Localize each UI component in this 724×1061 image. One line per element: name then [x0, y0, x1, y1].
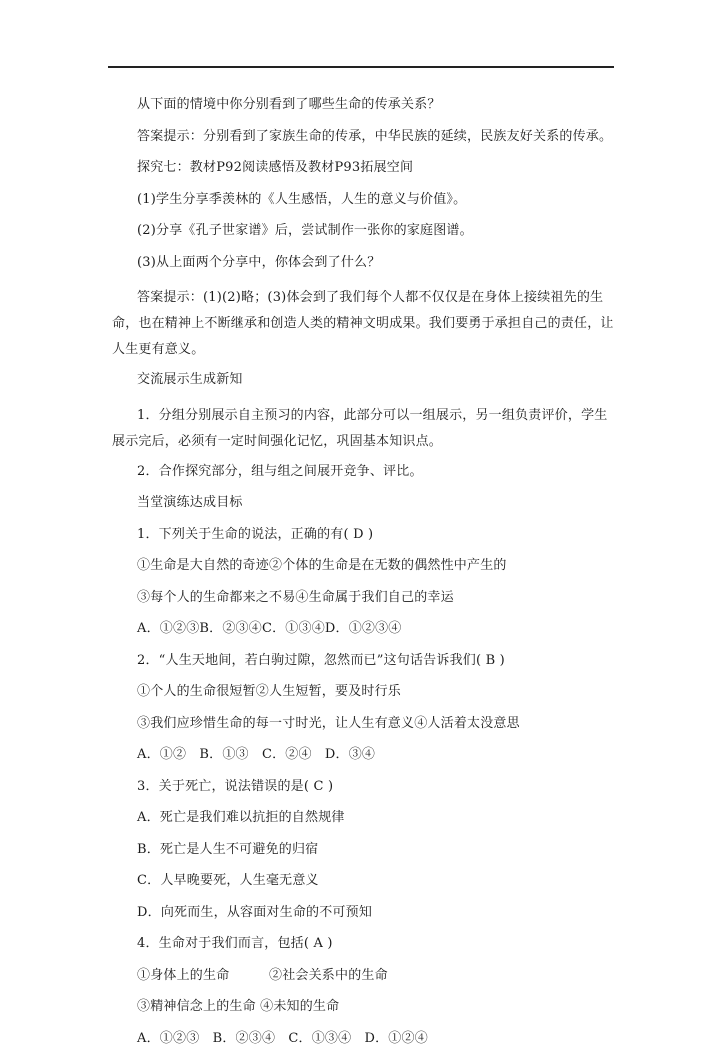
- option-line: ③精神信念上的生命 ④未知的生命: [137, 999, 340, 1014]
- question-line: 2．“人生天地间，若白驹过隙，忽然而已”这句话告诉我们( B ): [137, 652, 505, 668]
- option-line: ③每个人的生命都来之不易④生命属于我们自己的幸运: [137, 589, 454, 605]
- instruction-line: 2．合作探究部分，组与组之间展开竞争、评比。: [137, 463, 423, 479]
- question-line: 1．下列关于生命的说法，正确的有( D ): [137, 526, 374, 542]
- instruction-paragraph: 1．分组分别展示自主预习的内容，此部分可以一组展示，另一组负责评价，学生展示完后，必须有一定时间强化记忆，巩固基本知识点。: [112, 407, 608, 449]
- activity-item: (3)从上面两个分享中，你体会到了什么？: [137, 254, 381, 270]
- choice-line: A．①②③B．②③④C．①③④D．①②③④: [137, 621, 402, 636]
- choice-line: A．①② B．①③ C．②④ D．③④: [137, 747, 376, 762]
- question-line: 从下面的情境中你分别看到了哪些生命的传承关系？: [137, 97, 441, 112]
- activity-item: (1)学生分享季羡林的《人生感悟，人生的意义与价值》。: [137, 191, 467, 207]
- activity-item: (2)分享《孔子世家谱》后，尝试制作一张你的家庭图谱。: [137, 223, 473, 238]
- option-line: ①生命是大自然的奇迹②个体的生命是在无数的偶然性中产生的: [137, 558, 507, 573]
- choice-line: A．死亡是我们难以抗拒的自然规律: [137, 810, 345, 825]
- answer-hint: 答案提示：分别看到了家族生命的传承，中华民族的延续，民族友好关系的传承。: [137, 128, 613, 144]
- question-line: 4．生命对于我们而言，包括( A ): [137, 936, 333, 951]
- option-line: ③我们应珍惜生命的每一寸时光，让人生有意义④人活着太没意思: [137, 715, 520, 731]
- option-line: ①身体上的生命 ②社会关系中的生命: [137, 967, 388, 983]
- option-line: ①个人的生命很短暂②人生短暂，要及时行乐: [137, 684, 402, 699]
- section-heading: 交流展示生成新知: [137, 372, 243, 387]
- choice-line: C．人早晚要死，人生毫无意义: [137, 873, 319, 888]
- question-line: 3．关于死亡，说法错误的是( C ): [137, 778, 334, 794]
- section-heading: 探究七：教材P92阅读感悟及教材P93拓展空间: [137, 160, 414, 175]
- choice-line: A．①②③ B．②③④ C．①③④ D．①②④: [137, 1030, 428, 1046]
- section-heading: 当堂演练达成目标: [137, 495, 243, 510]
- answer-hint-paragraph: 答案提示：(1)(2)略；(3)体会到了我们每个人都不仅仅是在身体上接续祖先的生命，也在精神上不断继承和创造人类的精神文明成果。我们要勇于承担自己的责任，让人生更有意义。: [112, 290, 614, 357]
- header-rule: [108, 66, 614, 68]
- document-body: [112, 96, 614, 1061]
- choice-line: D．向死而生，从容面对生命的不可预知: [137, 904, 373, 920]
- choice-line: B．死亡是人生不可避免的归宿: [137, 841, 319, 857]
